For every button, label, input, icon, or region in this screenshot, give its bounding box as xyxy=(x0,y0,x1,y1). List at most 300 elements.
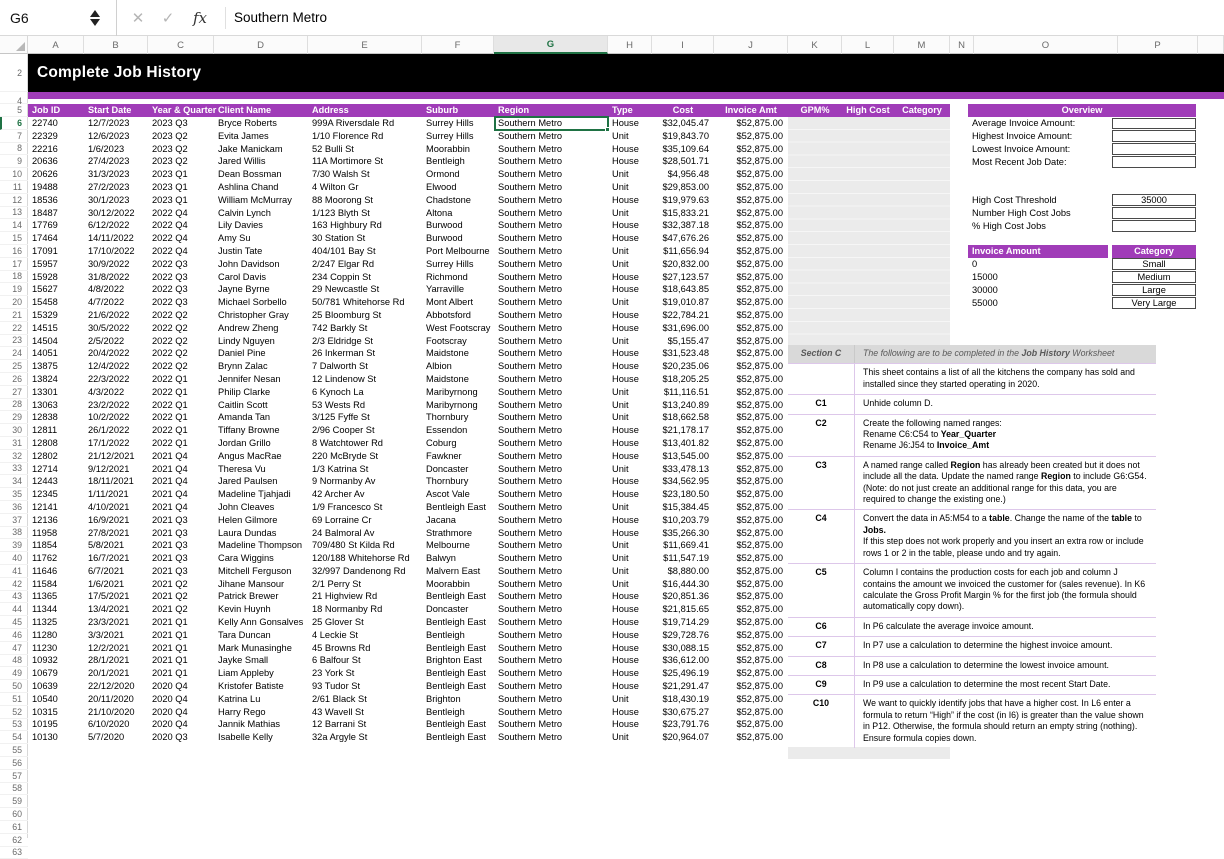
row-number[interactable]: 23 xyxy=(0,335,28,348)
cell[interactable]: 6/7/2021 xyxy=(88,565,125,576)
invoice-amount-cell[interactable]: 15000 xyxy=(972,271,998,282)
cell[interactable]: 2023 Q2 xyxy=(152,143,188,154)
cell[interactable]: Surrey Hills xyxy=(426,130,474,141)
cell[interactable]: 11A Mortimore St xyxy=(312,156,384,167)
cell[interactable]: $35,109.64 xyxy=(662,143,709,154)
cell[interactable]: 6/10/2020 xyxy=(88,719,130,730)
row-number[interactable]: 29 xyxy=(0,411,28,424)
cell[interactable]: 8 Watchtower Rd xyxy=(312,437,383,448)
cell[interactable]: Bentleigh East xyxy=(426,617,486,628)
cell[interactable]: Southern Metro xyxy=(498,578,563,589)
cell[interactable]: $52,875.00 xyxy=(736,450,783,461)
cell[interactable]: 2021 Q2 xyxy=(152,604,188,615)
cell[interactable]: 2022 Q3 xyxy=(152,284,188,295)
cell[interactable]: Amy Su xyxy=(218,233,251,244)
cell[interactable]: 1/10 Florence Rd xyxy=(312,130,384,141)
table-header-cell[interactable]: Suburb xyxy=(426,105,459,115)
cell[interactable]: 21/12/2021 xyxy=(88,450,135,461)
cell[interactable]: Port Melbourne xyxy=(426,245,490,256)
row-number[interactable]: 26 xyxy=(0,373,28,386)
cell[interactable]: Maidstone xyxy=(426,348,469,359)
cell[interactable]: Southern Metro xyxy=(498,655,563,666)
cell[interactable]: Altona xyxy=(426,207,453,218)
cell[interactable]: Abbotsford xyxy=(426,309,471,320)
cell[interactable]: Amanda Tan xyxy=(218,412,271,423)
column-letter[interactable]: D xyxy=(214,36,308,54)
cell[interactable]: $29,728.76 xyxy=(662,629,709,640)
cell[interactable]: $28,501.71 xyxy=(662,156,709,167)
cell[interactable]: 2021 Q2 xyxy=(152,578,188,589)
cell[interactable]: 2021 Q4 xyxy=(152,450,188,461)
cell[interactable]: $52,875.00 xyxy=(736,629,783,640)
cell[interactable]: Balwyn xyxy=(426,553,456,564)
cell[interactable]: 6 Balfour St xyxy=(312,655,361,666)
table-header-cell[interactable]: Year & Quarter xyxy=(152,105,217,115)
cell[interactable]: 12714 xyxy=(32,463,58,474)
cell[interactable]: 2022 Q3 xyxy=(152,258,188,269)
cell[interactable]: Southern Metro xyxy=(498,348,563,359)
cell[interactable]: 2021 Q4 xyxy=(152,501,188,512)
cell[interactable]: 4/10/2021 xyxy=(88,501,130,512)
cell[interactable]: Unit xyxy=(612,399,629,410)
cell[interactable]: Essendon xyxy=(426,425,468,436)
cell[interactable]: $47,676.26 xyxy=(662,233,709,244)
table-header-cell[interactable]: Category xyxy=(902,105,942,115)
cell[interactable]: Jordan Grillo xyxy=(218,437,271,448)
cell[interactable]: 3/3/2021 xyxy=(88,629,125,640)
cell[interactable]: Ashlina Chand xyxy=(218,181,279,192)
cell[interactable]: Doncaster xyxy=(426,463,469,474)
cell[interactable]: 6 Kynoch La xyxy=(312,386,364,397)
cell[interactable]: $52,875.00 xyxy=(736,309,783,320)
cell[interactable]: Moorabbin xyxy=(426,578,470,589)
invoice-amount-cell[interactable]: 55000 xyxy=(972,297,998,308)
cell[interactable]: Southern Metro xyxy=(498,719,563,730)
cell[interactable]: 20/11/2020 xyxy=(88,693,134,704)
cell[interactable]: 21 Highview Rd xyxy=(312,591,378,602)
row-number[interactable]: 5 xyxy=(0,104,28,117)
cell[interactable]: 69 Lorraine Cr xyxy=(312,514,372,525)
cell[interactable]: Doncaster xyxy=(426,604,469,615)
cell[interactable]: 30/5/2022 xyxy=(88,322,130,333)
cell[interactable]: Calvin Lynch xyxy=(218,207,271,218)
row-number[interactable]: 51 xyxy=(0,693,28,706)
cell[interactable]: 2021 Q4 xyxy=(152,489,188,500)
cell[interactable]: Unit xyxy=(612,335,629,346)
cell[interactable]: Kevin Huynh xyxy=(218,604,271,615)
cell[interactable]: $52,875.00 xyxy=(736,412,783,423)
row-number[interactable]: 40 xyxy=(0,552,28,565)
cell[interactable]: 2022 Q2 xyxy=(152,361,188,372)
cell[interactable]: $52,875.00 xyxy=(736,655,783,666)
cell[interactable]: 2022 Q4 xyxy=(152,245,188,256)
cell[interactable]: 50/781 Whitehorse Rd xyxy=(312,297,405,308)
cell[interactable]: $19,843.70 xyxy=(662,130,709,141)
row-number[interactable]: 18 xyxy=(0,271,28,284)
cell[interactable]: 12345 xyxy=(32,489,58,500)
cell[interactable]: 2022 Q2 xyxy=(152,348,188,359)
cell[interactable]: House xyxy=(612,284,639,295)
cell[interactable]: $19,714.29 xyxy=(662,617,709,628)
cell[interactable]: 12808 xyxy=(32,437,58,448)
row-number[interactable]: 37 xyxy=(0,514,28,527)
cell[interactable]: Maribyrnong xyxy=(426,399,478,410)
cell[interactable]: 3/125 Fyffe St xyxy=(312,412,370,423)
cell[interactable]: Southern Metro xyxy=(498,514,563,525)
cell[interactable]: $31,523.48 xyxy=(662,348,709,359)
cell[interactable]: $52,875.00 xyxy=(736,489,783,500)
cell[interactable]: Southern Metro xyxy=(498,143,563,154)
cell[interactable]: 29 Newcastle St xyxy=(312,284,380,295)
cell[interactable]: House xyxy=(612,591,639,602)
cell[interactable]: 30/9/2022 xyxy=(88,258,130,269)
cell[interactable]: House xyxy=(612,706,639,717)
category-cell[interactable]: Large xyxy=(1112,284,1196,296)
cell[interactable]: 2023 Q3 xyxy=(152,118,188,128)
cell[interactable]: $52,875.00 xyxy=(736,540,783,551)
row-number[interactable]: 11 xyxy=(0,181,28,194)
cell[interactable]: 32/997 Dandenong Rd xyxy=(312,565,406,576)
cell[interactable]: Burwood xyxy=(426,220,463,231)
cell[interactable]: $20,832.00 xyxy=(662,258,709,269)
cell[interactable]: $32,387.18 xyxy=(662,220,709,231)
cell[interactable]: Bentleigh East xyxy=(426,501,486,512)
cell[interactable]: Footscray xyxy=(426,335,467,346)
cell[interactable]: Southern Metro xyxy=(498,425,563,436)
cell[interactable]: 2021 Q4 xyxy=(152,476,188,487)
category-cell[interactable]: Small xyxy=(1112,258,1196,270)
row-number[interactable]: 57 xyxy=(0,770,28,783)
cell[interactable]: House xyxy=(612,527,639,538)
row-number[interactable]: 45 xyxy=(0,616,28,629)
cell[interactable]: 2022 Q3 xyxy=(152,271,188,282)
row-number[interactable]: 19 xyxy=(0,283,28,296)
cell[interactable]: 32a Argyle St xyxy=(312,732,368,743)
cell[interactable]: Unit xyxy=(612,501,629,512)
cell[interactable]: 10130 xyxy=(32,732,58,743)
cell[interactable]: Southern Metro xyxy=(498,118,563,128)
cell[interactable]: House xyxy=(612,655,639,666)
cell[interactable]: Southern Metro xyxy=(498,681,563,692)
cell[interactable]: 2022 Q1 xyxy=(152,425,188,436)
cell[interactable]: $52,875.00 xyxy=(736,719,783,730)
cell[interactable]: 2023 Q2 xyxy=(152,130,188,141)
cell[interactable]: $52,875.00 xyxy=(736,437,783,448)
cell[interactable]: Southern Metro xyxy=(498,706,563,717)
cell[interactable]: $11,547.19 xyxy=(663,553,709,564)
cell[interactable]: House xyxy=(612,143,639,154)
stat-value-box[interactable] xyxy=(1112,143,1196,155)
cell[interactable]: Unit xyxy=(612,386,629,397)
cell[interactable]: 2021 Q3 xyxy=(152,553,188,564)
cell[interactable]: 42 Archer Av xyxy=(312,489,365,500)
cell[interactable]: Fawkner xyxy=(426,450,462,461)
cell[interactable]: Jayne Byrne xyxy=(218,284,270,295)
cell[interactable]: Jayke Small xyxy=(218,655,269,666)
cell[interactable]: Southern Metro xyxy=(498,258,563,269)
cell[interactable]: Liam Appleby xyxy=(218,668,274,679)
cell[interactable]: $52,875.00 xyxy=(736,693,783,704)
cell[interactable]: 11365 xyxy=(32,591,58,602)
cell[interactable]: $52,875.00 xyxy=(736,156,783,167)
cell[interactable]: 43 Wavell St xyxy=(312,706,364,717)
cell[interactable]: Mitchell Ferguson xyxy=(218,565,292,576)
row-number[interactable]: 6 xyxy=(0,117,28,130)
cell[interactable]: $52,875.00 xyxy=(736,207,783,218)
cell[interactable]: 4/7/2022 xyxy=(88,297,125,308)
cell[interactable]: 12/6/2023 xyxy=(88,130,130,141)
cell[interactable]: Southern Metro xyxy=(498,130,563,141)
cell[interactable]: Southern Metro xyxy=(498,668,563,679)
cell[interactable]: $52,875.00 xyxy=(736,373,783,384)
cell[interactable]: Christopher Gray xyxy=(218,309,289,320)
cell[interactable]: 2/61 Black St xyxy=(312,693,367,704)
invoice-amount-cell[interactable]: 0 xyxy=(972,259,978,270)
category-cell[interactable]: Very Large xyxy=(1112,297,1196,309)
cell[interactable]: 1/11/2021 xyxy=(88,489,129,500)
cell[interactable]: Bentleigh East xyxy=(426,591,486,602)
row-number[interactable]: 16 xyxy=(0,245,28,258)
cell[interactable]: Albion xyxy=(426,361,452,372)
cell[interactable]: Southern Metro xyxy=(498,297,563,308)
fill-handle[interactable] xyxy=(605,127,610,132)
cell[interactable]: $11,116.51 xyxy=(663,386,709,397)
cell[interactable]: 4 Wilton Gr xyxy=(312,181,359,192)
column-letter[interactable]: O xyxy=(974,36,1118,54)
cell[interactable]: Southern Metro xyxy=(498,463,563,474)
cell[interactable]: 13/4/2021 xyxy=(88,604,130,615)
cell[interactable]: Southern Metro xyxy=(498,386,563,397)
cell[interactable]: 11958 xyxy=(32,527,58,538)
cell[interactable]: $20,851.36 xyxy=(662,591,709,602)
cell[interactable]: $52,875.00 xyxy=(736,565,783,576)
table-header-cell[interactable]: Region xyxy=(498,105,530,115)
cell[interactable]: Daniel Pine xyxy=(218,348,266,359)
cell[interactable]: Lily Davies xyxy=(218,220,263,231)
formula-input[interactable]: Southern Metro xyxy=(234,10,328,25)
cell[interactable]: Southern Metro xyxy=(498,169,563,180)
cell[interactable]: Burwood xyxy=(426,233,463,244)
cell[interactable]: $52,875.00 xyxy=(736,335,783,346)
cell[interactable]: Jared Paulsen xyxy=(218,476,278,487)
cell[interactable]: 2021 Q4 xyxy=(152,463,188,474)
cell[interactable]: 2021 Q3 xyxy=(152,514,188,525)
cell[interactable]: $52,875.00 xyxy=(736,271,783,282)
cell[interactable]: 15928 xyxy=(32,271,58,282)
cell[interactable]: $32,045.47 xyxy=(662,118,709,128)
spinner-up-icon[interactable] xyxy=(90,10,100,17)
column-letter[interactable]: E xyxy=(308,36,422,54)
cell[interactable]: 12/4/2022 xyxy=(88,361,130,372)
cell[interactable]: 1/3 Katrina St xyxy=(312,463,369,474)
cell[interactable]: 2022 Q2 xyxy=(152,322,188,333)
cell[interactable]: Bentleigh East xyxy=(426,681,486,692)
cancel-icon[interactable]: ✕ xyxy=(131,9,145,27)
row-number[interactable]: 13 xyxy=(0,207,28,220)
cell[interactable]: Unit xyxy=(612,169,629,180)
cell[interactable]: Southern Metro xyxy=(498,476,563,487)
cell[interactable]: Bentleigh East xyxy=(426,668,486,679)
cell[interactable]: Southern Metro xyxy=(498,194,563,205)
cell[interactable]: Elwood xyxy=(426,181,457,192)
row-number[interactable]: 33 xyxy=(0,463,28,476)
cell[interactable]: Southern Metro xyxy=(498,501,563,512)
cell[interactable]: Unit xyxy=(612,553,629,564)
cell[interactable]: House xyxy=(612,450,639,461)
row-number[interactable]: 59 xyxy=(0,795,28,808)
cell[interactable]: House xyxy=(612,514,639,525)
cell[interactable]: 2/1 Perry St xyxy=(312,578,362,589)
cell[interactable]: Thornbury xyxy=(426,476,469,487)
cell[interactable]: $23,791.76 xyxy=(662,719,709,730)
cell[interactable]: Unit xyxy=(612,297,629,308)
cell[interactable]: 12443 xyxy=(32,476,58,487)
cell[interactable]: Southern Metro xyxy=(498,181,563,192)
row-number[interactable]: 7 xyxy=(0,130,28,143)
cell[interactable]: Theresa Vu xyxy=(218,463,266,474)
cell[interactable]: 11584 xyxy=(32,578,58,589)
cell[interactable]: 30/12/2022 xyxy=(88,207,135,218)
cell[interactable]: Southern Metro xyxy=(498,412,563,423)
cell[interactable]: Mark Munasinghe xyxy=(218,642,292,653)
cell[interactable]: 14504 xyxy=(32,335,58,346)
cell[interactable]: 22329 xyxy=(32,130,58,141)
cell[interactable]: $13,545.00 xyxy=(662,450,709,461)
cell[interactable]: 2021 Q3 xyxy=(152,527,188,538)
cell[interactable]: Southern Metro xyxy=(498,642,563,653)
cell[interactable]: Unit xyxy=(612,412,629,423)
row-number[interactable]: 17 xyxy=(0,258,28,271)
cell[interactable]: House xyxy=(612,348,639,359)
cell[interactable]: $52,875.00 xyxy=(736,604,783,615)
cell[interactable]: $52,875.00 xyxy=(736,527,783,538)
cell[interactable]: $15,384.45 xyxy=(662,501,709,512)
threshold-value-box[interactable] xyxy=(1112,207,1196,219)
row-number[interactable]: 4 xyxy=(0,99,28,104)
cell[interactable]: Bentleigh xyxy=(426,629,465,640)
cell[interactable]: $52,875.00 xyxy=(736,386,783,397)
cell[interactable]: 10679 xyxy=(32,668,58,679)
cell[interactable]: John Cleaves xyxy=(218,501,275,512)
cell[interactable]: Southern Metro xyxy=(498,553,563,564)
cell[interactable]: $34,562.95 xyxy=(662,476,709,487)
cell[interactable]: 17/1/2022 xyxy=(88,437,130,448)
cell[interactable]: $52,875.00 xyxy=(736,514,783,525)
cell[interactable]: $52,875.00 xyxy=(736,118,783,128)
cell[interactable]: $21,291.47 xyxy=(662,681,709,692)
table-header-cell[interactable]: Cost xyxy=(672,105,694,115)
cell[interactable]: 2023 Q1 xyxy=(152,194,188,205)
cell[interactable]: 88 Moorong St xyxy=(312,194,373,205)
cell[interactable]: 2022 Q4 xyxy=(152,233,188,244)
row-number[interactable]: 2 xyxy=(0,54,28,92)
cell[interactable]: House xyxy=(612,233,639,244)
cell[interactable]: 45 Browns Rd xyxy=(312,642,371,653)
cell[interactable]: Maidstone xyxy=(426,373,469,384)
cell[interactable]: Unit xyxy=(612,207,629,218)
cell[interactable]: Brynn Zalac xyxy=(218,361,268,372)
table-header-cell[interactable]: Job ID xyxy=(32,105,61,115)
cell[interactable]: 2020 Q4 xyxy=(152,693,188,704)
cell[interactable]: House xyxy=(612,629,639,640)
row-number[interactable]: 27 xyxy=(0,386,28,399)
cell[interactable]: House xyxy=(612,220,639,231)
cell[interactable]: 15329 xyxy=(32,309,58,320)
cell[interactable]: House xyxy=(612,617,639,628)
cell[interactable]: 10932 xyxy=(32,655,58,666)
cell[interactable]: Mont Albert xyxy=(426,297,474,308)
row-number[interactable]: 52 xyxy=(0,706,28,719)
invoice-amount-cell[interactable]: 30000 xyxy=(972,284,998,295)
cell[interactable]: 31/3/2023 xyxy=(88,169,130,180)
cell[interactable]: West Footscray xyxy=(426,322,491,333)
cell[interactable]: 15458 xyxy=(32,297,58,308)
cell[interactable]: $35,266.30 xyxy=(662,527,709,538)
cell[interactable]: 120/188 Whitehorse Rd xyxy=(312,553,410,564)
cell[interactable]: Unit xyxy=(612,258,629,269)
cell[interactable]: 30/1/2023 xyxy=(88,194,130,205)
cell[interactable]: Lindy Nguyen xyxy=(218,335,275,346)
cell[interactable]: 2022 Q1 xyxy=(152,412,188,423)
cell[interactable]: House xyxy=(612,604,639,615)
cell[interactable]: $21,178.17 xyxy=(662,425,709,436)
row-number[interactable]: 49 xyxy=(0,667,28,680)
cell[interactable]: 21/6/2022 xyxy=(88,309,130,320)
cell[interactable]: Unit xyxy=(612,245,629,256)
cell[interactable]: Southern Metro xyxy=(498,284,563,295)
row-number[interactable]: 50 xyxy=(0,680,28,693)
row-number[interactable]: 36 xyxy=(0,501,28,514)
cell[interactable]: Brighton xyxy=(426,693,461,704)
cell[interactable]: 22216 xyxy=(32,143,58,154)
cell[interactable]: Southern Metro xyxy=(498,322,563,333)
cell[interactable]: $52,875.00 xyxy=(736,642,783,653)
cell[interactable]: 2020 Q3 xyxy=(152,732,188,743)
threshold-value-box[interactable] xyxy=(1112,220,1196,232)
cell[interactable]: $52,875.00 xyxy=(736,233,783,244)
cell[interactable]: 4/3/2022 xyxy=(88,386,125,397)
cell[interactable]: $52,875.00 xyxy=(736,143,783,154)
cell[interactable]: Yarraville xyxy=(426,284,465,295)
cell[interactable]: Justin Tate xyxy=(218,245,263,256)
cell[interactable]: $8,880.00 xyxy=(667,565,709,576)
cell[interactable]: Unit xyxy=(612,565,629,576)
cell[interactable]: Southern Metro xyxy=(498,450,563,461)
cell[interactable]: $20,964.07 xyxy=(662,732,709,743)
cell[interactable]: Unit xyxy=(612,130,629,141)
cell[interactable]: 11325 xyxy=(32,617,58,628)
cell[interactable]: House xyxy=(612,425,639,436)
cell[interactable]: 2020 Q4 xyxy=(152,681,188,692)
cell[interactable]: Surrey Hills xyxy=(426,118,474,128)
column-letter[interactable]: J xyxy=(714,36,788,54)
cell[interactable]: 2/3 Eldridge St xyxy=(312,335,373,346)
cell[interactable]: 27/4/2023 xyxy=(88,156,130,167)
cell[interactable]: 2/96 Cooper St xyxy=(312,425,375,436)
cell[interactable]: 23/3/2021 xyxy=(88,617,130,628)
row-number[interactable]: 38 xyxy=(0,527,28,540)
cell[interactable]: 18/11/2021 xyxy=(88,476,134,487)
cell[interactable]: 16/9/2021 xyxy=(88,514,130,525)
cell[interactable]: House xyxy=(612,271,639,282)
cell[interactable]: $27,123.57 xyxy=(662,271,709,282)
name-box[interactable] xyxy=(0,0,84,35)
cell[interactable]: Southern Metro xyxy=(498,233,563,244)
cell[interactable]: 2/247 Elgar Rd xyxy=(312,258,375,269)
threshold-value-box[interactable]: 35000 xyxy=(1112,194,1196,206)
cell[interactable]: 13875 xyxy=(32,361,58,372)
cell[interactable]: 10195 xyxy=(32,719,58,730)
